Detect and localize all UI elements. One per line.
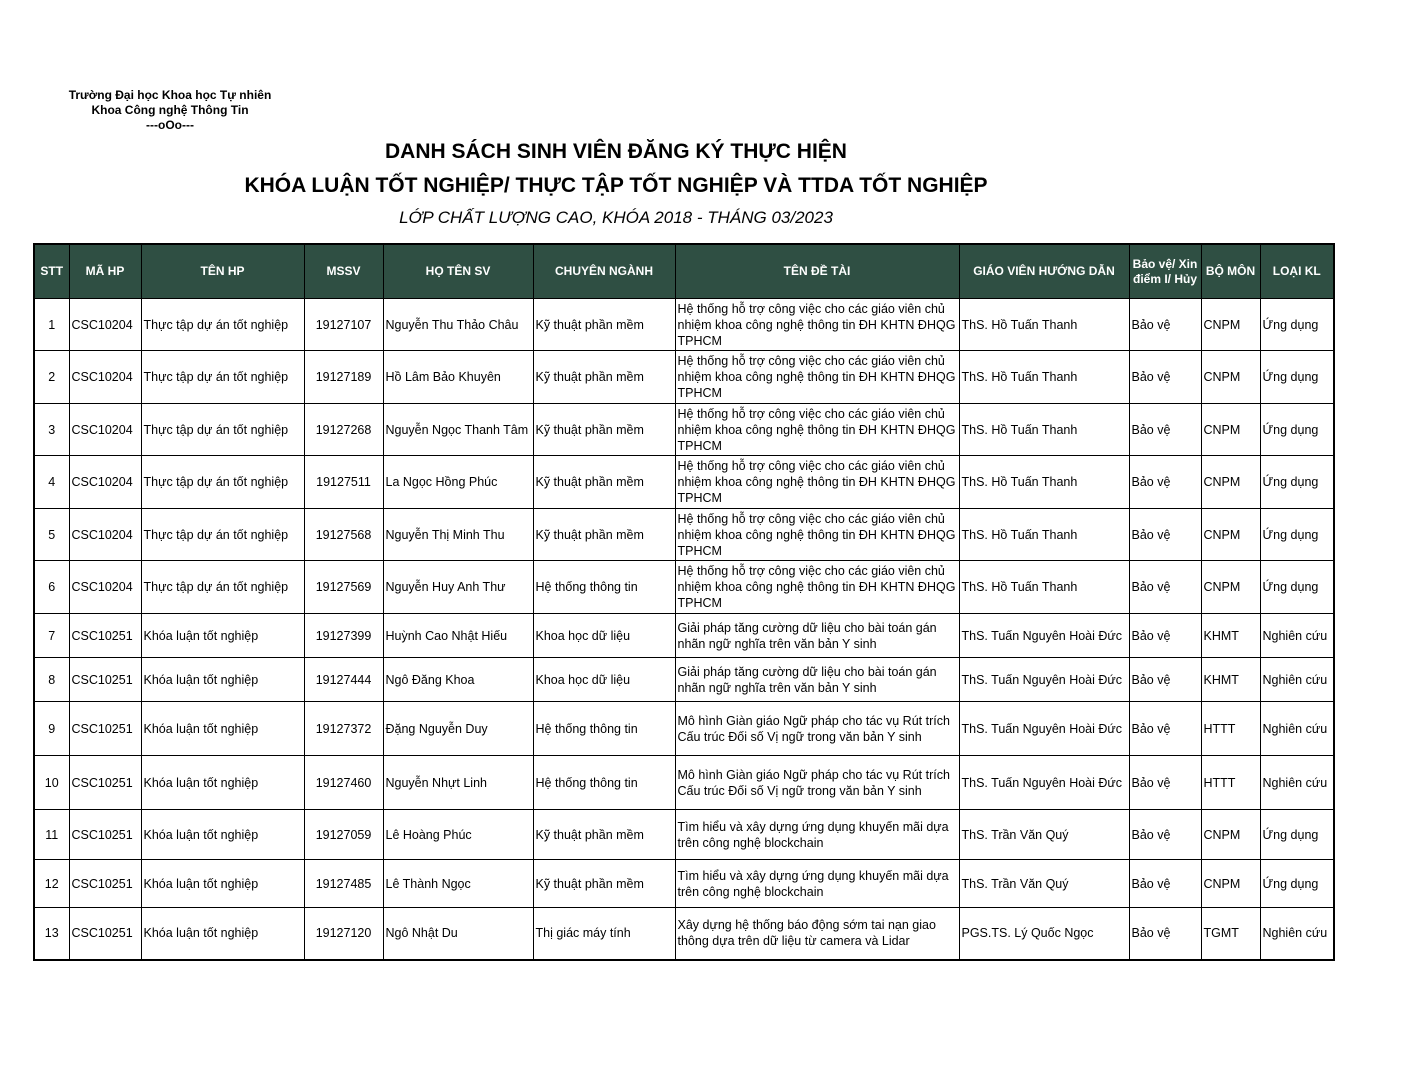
- cell-stt: 7: [34, 614, 69, 658]
- cell-chuyen-nganh: Kỹ thuật phần mềm: [533, 351, 675, 404]
- column-header-chuyen-nganh: CHUYÊN NGÀNH: [533, 244, 675, 299]
- cell-ma-hp: CSC10251: [69, 860, 141, 908]
- cell-chuyen-nganh: Hệ thống thông tin: [533, 756, 675, 810]
- cell-chuyen-nganh: Kỹ thuật phần mềm: [533, 860, 675, 908]
- cell-ho-ten: Nguyễn Ngọc Thanh Tâm: [383, 404, 533, 456]
- cell-ten-hp: Khóa luận tốt nghiệp: [141, 756, 304, 810]
- cell-ten-de-tai: Hệ thống hỗ trợ công việc cho các giáo viên chủ nhiệm khoa công nghệ thông tin ĐH KHTN ĐHQG TPHCM: [675, 509, 959, 561]
- cell-ten-hp: Khóa luận tốt nghiệp: [141, 658, 304, 702]
- cell-ten-hp: Khóa luận tốt nghiệp: [141, 702, 304, 756]
- table-header-row: [34, 244, 1334, 299]
- cell-mssv: 19127460: [304, 756, 383, 810]
- cell-stt: 1: [34, 299, 69, 351]
- cell-gvhd: ThS. Trần Văn Quý: [959, 860, 1129, 908]
- cell-mssv: 19127107: [304, 299, 383, 351]
- cell-gvhd: ThS. Hồ Tuấn Thanh: [959, 404, 1129, 456]
- cell-loai-kl: Nghiên cứu: [1260, 756, 1334, 810]
- cell-mssv: 19127268: [304, 404, 383, 456]
- table-row: [34, 614, 1334, 658]
- cell-bao-ve: Bảo vệ: [1129, 509, 1201, 561]
- cell-ma-hp: CSC10204: [69, 351, 141, 404]
- table-row: [34, 351, 1334, 404]
- cell-ten-de-tai: Giải pháp tăng cường dữ liệu cho bài toán gán nhãn ngữ nghĩa trên văn bản Y sinh: [675, 658, 959, 702]
- table-row: [34, 658, 1334, 702]
- cell-mssv: 19127372: [304, 702, 383, 756]
- cell-ma-hp: CSC10251: [69, 702, 141, 756]
- cell-ho-ten: Nguyễn Thị Minh Thu: [383, 509, 533, 561]
- column-header-ma-hp: MÃ HP: [69, 244, 141, 299]
- cell-ten-de-tai: Hệ thống hỗ trợ công việc cho các giáo viên chủ nhiệm khoa công nghệ thông tin ĐH KHTN ĐHQG TPHCM: [675, 456, 959, 509]
- cell-bao-ve: Bảo vệ: [1129, 810, 1201, 860]
- cell-bo-mon: CNPM: [1201, 860, 1260, 908]
- cell-chuyen-nganh: Khoa học dữ liệu: [533, 614, 675, 658]
- cell-ma-hp: CSC10204: [69, 404, 141, 456]
- cell-gvhd: ThS. Tuấn Nguyên Hoài Đức: [959, 702, 1129, 756]
- organization-header: [40, 88, 300, 133]
- table-row: [34, 509, 1334, 561]
- cell-stt: 4: [34, 456, 69, 509]
- cell-gvhd: ThS. Hồ Tuấn Thanh: [959, 299, 1129, 351]
- table-row: [34, 810, 1334, 860]
- cell-loai-kl: Ứng dụng: [1260, 860, 1334, 908]
- document-subtitle: LỚP CHẤT LƯỢNG CAO, KHÓA 2018 - THÁNG 03/2023: [399, 208, 833, 227]
- cell-ho-ten: Lê Hoàng Phúc: [383, 810, 533, 860]
- student-table-container: [33, 243, 1333, 961]
- cell-mssv: 19127485: [304, 860, 383, 908]
- document-title-line2: KHÓA LUẬN TỐT NGHIỆP/ THỰC TẬP TỐT NGHIỆP VÀ TTDA TỐT NGHIỆP: [244, 174, 988, 197]
- cell-bao-ve: Bảo vệ: [1129, 614, 1201, 658]
- cell-ten-de-tai: Hệ thống hỗ trợ công việc cho các giáo viên chủ nhiệm khoa công nghệ thông tin ĐH KHTN ĐHQG TPHCM: [675, 404, 959, 456]
- cell-stt: 12: [34, 860, 69, 908]
- table-row: [34, 702, 1334, 756]
- cell-gvhd: ThS. Hồ Tuấn Thanh: [959, 561, 1129, 614]
- cell-mssv: 19127511: [304, 456, 383, 509]
- cell-gvhd: ThS. Tuấn Nguyên Hoài Đức: [959, 658, 1129, 702]
- cell-bo-mon: CNPM: [1201, 509, 1260, 561]
- cell-ho-ten: Đặng Nguyễn Duy: [383, 702, 533, 756]
- cell-ten-de-tai: Tìm hiểu và xây dựng ứng dụng khuyến mãi dựa trên công nghệ blockchain: [675, 810, 959, 860]
- column-header-ten-de-tai: TÊN ĐỀ TÀI: [675, 244, 959, 299]
- cell-ten-de-tai: Tìm hiểu và xây dựng ứng dụng khuyến mãi dựa trên công nghệ blockchain: [675, 860, 959, 908]
- table-body: [34, 299, 1334, 960]
- cell-loai-kl: Nghiên cứu: [1260, 702, 1334, 756]
- cell-gvhd: ThS. Trần Văn Quý: [959, 810, 1129, 860]
- cell-ma-hp: CSC10251: [69, 810, 141, 860]
- table-row: [34, 299, 1334, 351]
- column-header-mssv: MSSV: [304, 244, 383, 299]
- cell-mssv: 19127189: [304, 351, 383, 404]
- cell-bo-mon: CNPM: [1201, 299, 1260, 351]
- cell-ten-de-tai: Giải pháp tăng cường dữ liệu cho bài toán gán nhãn ngữ nghĩa trên văn bản Y sinh: [675, 614, 959, 658]
- document-title-line1: DANH SÁCH SINH VIÊN ĐĂNG KÝ THỰC HIỆN: [385, 140, 847, 163]
- cell-loai-kl: Ứng dụng: [1260, 299, 1334, 351]
- cell-gvhd: ThS. Tuấn Nguyên Hoài Đức: [959, 614, 1129, 658]
- cell-ten-de-tai: Hệ thống hỗ trợ công việc cho các giáo viên chủ nhiệm khoa công nghệ thông tin ĐH KHTN ĐHQG TPHCM: [675, 299, 959, 351]
- cell-ma-hp: CSC10204: [69, 509, 141, 561]
- table-row: [34, 456, 1334, 509]
- cell-ten-hp: Khóa luận tốt nghiệp: [141, 860, 304, 908]
- cell-bo-mon: CNPM: [1201, 456, 1260, 509]
- cell-stt: 3: [34, 404, 69, 456]
- cell-bo-mon: CNPM: [1201, 404, 1260, 456]
- cell-mssv: 19127444: [304, 658, 383, 702]
- cell-ma-hp: CSC10204: [69, 456, 141, 509]
- cell-bo-mon: KHMT: [1201, 614, 1260, 658]
- cell-ten-hp: Thực tập dự án tốt nghiệp: [141, 299, 304, 351]
- cell-ten-hp: Khóa luận tốt nghiệp: [141, 810, 304, 860]
- cell-loai-kl: Ứng dụng: [1260, 509, 1334, 561]
- cell-chuyen-nganh: Khoa học dữ liệu: [533, 658, 675, 702]
- cell-loai-kl: Nghiên cứu: [1260, 614, 1334, 658]
- cell-loai-kl: Ứng dụng: [1260, 404, 1334, 456]
- student-registration-table: [33, 243, 1335, 961]
- cell-mssv: 19127568: [304, 509, 383, 561]
- cell-bao-ve: Bảo vệ: [1129, 351, 1201, 404]
- cell-bo-mon: CNPM: [1201, 561, 1260, 614]
- cell-bao-ve: Bảo vệ: [1129, 702, 1201, 756]
- column-header-loai-kl: LOẠI KL: [1260, 244, 1334, 299]
- cell-chuyen-nganh: Kỹ thuật phần mềm: [533, 299, 675, 351]
- cell-stt: 5: [34, 509, 69, 561]
- cell-stt: 13: [34, 908, 69, 960]
- table-row: [34, 561, 1334, 614]
- university-name: Trường Đại học Khoa học Tự nhiên: [68, 88, 272, 102]
- cell-loai-kl: Ứng dụng: [1260, 351, 1334, 404]
- cell-bao-ve: Bảo vệ: [1129, 561, 1201, 614]
- column-header-bao-ve: Bảo vệ/ Xin điểm I/ Hủy: [1129, 244, 1201, 299]
- cell-ho-ten: Ngô Nhật Du: [383, 908, 533, 960]
- cell-stt: 6: [34, 561, 69, 614]
- cell-gvhd: ThS. Hồ Tuấn Thanh: [959, 456, 1129, 509]
- cell-bao-ve: Bảo vệ: [1129, 908, 1201, 960]
- cell-stt: 8: [34, 658, 69, 702]
- cell-gvhd: ThS. Hồ Tuấn Thanh: [959, 351, 1129, 404]
- cell-gvhd: PGS.TS. Lý Quốc Ngọc: [959, 908, 1129, 960]
- cell-ho-ten: Hồ Lâm Bảo Khuyên: [383, 351, 533, 404]
- cell-chuyen-nganh: Thị giác máy tính: [533, 908, 675, 960]
- cell-mssv: 19127059: [304, 810, 383, 860]
- cell-ma-hp: CSC10251: [69, 658, 141, 702]
- cell-mssv: 19127399: [304, 614, 383, 658]
- cell-stt: 9: [34, 702, 69, 756]
- cell-bao-ve: Bảo vệ: [1129, 756, 1201, 810]
- cell-ma-hp: CSC10204: [69, 299, 141, 351]
- cell-bo-mon: KHMT: [1201, 658, 1260, 702]
- cell-ma-hp: CSC10251: [69, 908, 141, 960]
- column-header-ten-hp: TÊN HP: [141, 244, 304, 299]
- cell-ten-hp: Khóa luận tốt nghiệp: [141, 908, 304, 960]
- cell-ten-hp: Thực tập dự án tốt nghiệp: [141, 509, 304, 561]
- cell-ten-de-tai: Hệ thống hỗ trợ công việc cho các giáo viên chủ nhiệm khoa công nghệ thông tin ĐH KHTN ĐHQG TPHCM: [675, 561, 959, 614]
- cell-loai-kl: Ứng dụng: [1260, 456, 1334, 509]
- column-header-bo-mon: BỘ MÔN: [1201, 244, 1260, 299]
- table-row: [34, 404, 1334, 456]
- cell-ten-hp: Khóa luận tốt nghiệp: [141, 614, 304, 658]
- cell-ten-de-tai: Mô hình Giàn giáo Ngữ pháp cho tác vụ Rút trích Cấu trúc Đối số Vị ngữ trong văn bản Y sinh: [675, 756, 959, 810]
- cell-bao-ve: Bảo vệ: [1129, 456, 1201, 509]
- cell-bao-ve: Bảo vệ: [1129, 658, 1201, 702]
- cell-ho-ten: Nguyễn Huy Anh Thư: [383, 561, 533, 614]
- cell-loai-kl: Ứng dụng: [1260, 561, 1334, 614]
- cell-chuyen-nganh: Kỹ thuật phần mềm: [533, 456, 675, 509]
- cell-ma-hp: CSC10204: [69, 561, 141, 614]
- cell-ma-hp: CSC10251: [69, 756, 141, 810]
- cell-bo-mon: TGMT: [1201, 908, 1260, 960]
- cell-bao-ve: Bảo vệ: [1129, 860, 1201, 908]
- cell-ho-ten: Nguyễn Thu Thảo Châu: [383, 299, 533, 351]
- cell-ten-hp: Thực tập dự án tốt nghiệp: [141, 561, 304, 614]
- cell-ma-hp: CSC10251: [69, 614, 141, 658]
- cell-ten-hp: Thực tập dự án tốt nghiệp: [141, 456, 304, 509]
- cell-bao-ve: Bảo vệ: [1129, 299, 1201, 351]
- cell-loai-kl: Nghiên cứu: [1260, 658, 1334, 702]
- cell-ho-ten: Huỳnh Cao Nhật Hiếu: [383, 614, 533, 658]
- cell-chuyen-nganh: Hệ thống thông tin: [533, 702, 675, 756]
- cell-bo-mon: CNPM: [1201, 351, 1260, 404]
- cell-chuyen-nganh: Kỹ thuật phần mềm: [533, 509, 675, 561]
- cell-ho-ten: Ngô Đăng Khoa: [383, 658, 533, 702]
- cell-mssv: 19127120: [304, 908, 383, 960]
- cell-ten-de-tai: Mô hình Giàn giáo Ngữ pháp cho tác vụ Rút trích Cấu trúc Đối số Vị ngữ trong văn bản Y sinh: [675, 702, 959, 756]
- cell-gvhd: ThS. Tuấn Nguyên Hoài Đức: [959, 756, 1129, 810]
- faculty-name: Khoa Công nghệ Thông Tin: [91, 103, 249, 117]
- table-row: [34, 908, 1334, 960]
- table-row: [34, 860, 1334, 908]
- cell-bo-mon: HTTT: [1201, 756, 1260, 810]
- column-header-stt: STT: [34, 244, 69, 299]
- cell-ten-hp: Thực tập dự án tốt nghiệp: [141, 351, 304, 404]
- cell-ho-ten: Lê Thành Ngọc: [383, 860, 533, 908]
- column-header-ho-ten: HỌ TÊN SV: [383, 244, 533, 299]
- cell-bo-mon: HTTT: [1201, 702, 1260, 756]
- cell-mssv: 19127569: [304, 561, 383, 614]
- org-separator: ---oOo---: [146, 118, 194, 132]
- cell-chuyen-nganh: Kỹ thuật phần mềm: [533, 810, 675, 860]
- cell-ho-ten: La Ngọc Hồng Phúc: [383, 456, 533, 509]
- cell-ten-de-tai: Xây dựng hệ thống báo động sớm tai nạn giao thông dựa trên dữ liệu từ camera và Lidar: [675, 908, 959, 960]
- table-row: [34, 756, 1334, 810]
- cell-ten-hp: Thực tập dự án tốt nghiệp: [141, 404, 304, 456]
- cell-gvhd: ThS. Hồ Tuấn Thanh: [959, 509, 1129, 561]
- cell-chuyen-nganh: Kỹ thuật phần mềm: [533, 404, 675, 456]
- cell-chuyen-nganh: Hệ thống thông tin: [533, 561, 675, 614]
- cell-stt: 11: [34, 810, 69, 860]
- cell-ho-ten: Nguyễn Nhựt Linh: [383, 756, 533, 810]
- cell-loai-kl: Nghiên cứu: [1260, 908, 1334, 960]
- cell-stt: 10: [34, 756, 69, 810]
- cell-loai-kl: Ứng dụng: [1260, 810, 1334, 860]
- cell-ten-de-tai: Hệ thống hỗ trợ công việc cho các giáo viên chủ nhiệm khoa công nghệ thông tin ĐH KHTN ĐHQG TPHCM: [675, 351, 959, 404]
- cell-bo-mon: CNPM: [1201, 810, 1260, 860]
- cell-stt: 2: [34, 351, 69, 404]
- cell-bao-ve: Bảo vệ: [1129, 404, 1201, 456]
- column-header-gvhd: GIÁO VIÊN HƯỚNG DẪN: [959, 244, 1129, 299]
